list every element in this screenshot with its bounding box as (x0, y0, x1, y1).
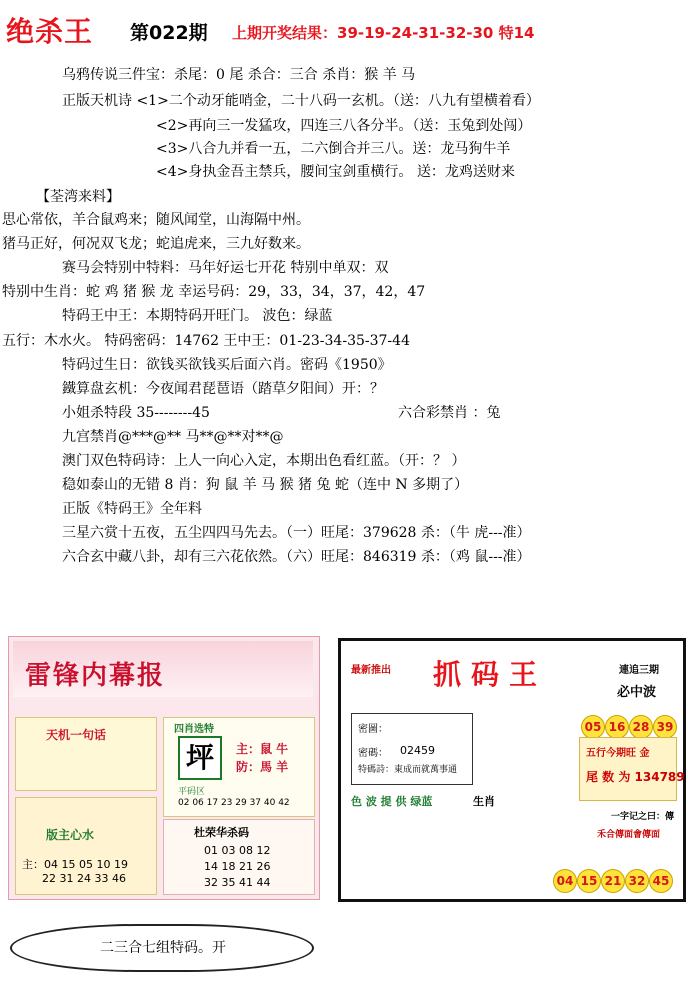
issue-number: 第022期 (130, 22, 208, 44)
text-line: 小姐杀特段 35--------45 (62, 405, 210, 421)
streak-label: 連追三期 (619, 665, 659, 676)
number-ball: 28 (629, 715, 653, 739)
box-title: 版主心水 (46, 828, 95, 842)
kill-row: 14 18 21 26 (204, 860, 271, 873)
number-ball: 15 (577, 869, 601, 893)
text-line: 澳门双色特码诗：上人一向心入定，本期出色看红蓝。（开：？ ） (62, 453, 466, 469)
box-title: 四肖选特 (174, 724, 214, 735)
poster-right (338, 638, 686, 902)
text-line: 六合彩禁肖 ：兔 (398, 405, 501, 421)
box-four-zodiac (163, 717, 315, 817)
text-line: 思心常依，羊合鼠鸡来；随风闻堂，山海隔中州。 (2, 212, 310, 228)
zodiac-label: 生肖 (473, 795, 495, 808)
main-row: 主：04 15 05 10 19 (22, 858, 128, 871)
poster-tag: 最新推出 (351, 665, 391, 676)
text-line: <4>身执金吾主禁兵，腰间宝剑重横行。 送：龙鸡送财来 (156, 164, 515, 180)
text-line: 赛马会特别中特料：马年好运七开花 特别中单双：双 (62, 260, 389, 276)
box-title: 杜荣华杀码 (194, 826, 249, 839)
text-line: 特别中生肖：蛇 鸡 猪 猴 龙 幸运号码：29，33，34，37，42，47 (2, 284, 426, 300)
tail-number-line: 尾 数 为 134789 (586, 770, 685, 784)
box-kill-numbers (163, 819, 315, 895)
text-line: 特码过生日：欲钱买欲钱买后面六肖。密码《1950》 (62, 357, 392, 373)
color-wave-line: 色 波 提 供 绿蓝 (351, 795, 433, 808)
box-heart (15, 797, 157, 895)
kill-row: 01 03 08 12 (204, 844, 271, 857)
box-tianji (15, 717, 157, 791)
zone-label: 平码区 (178, 787, 206, 797)
zone-numbers: 02 06 17 23 29 37 40 42 (178, 798, 290, 808)
text-line: 特码王中王：本期特码开旺门。 波色：绿蓝 (62, 308, 333, 324)
five-elements-line: 五行今期旺 金 (586, 748, 650, 759)
number-ball: 05 (581, 715, 605, 739)
text-line: 稳如泰山的无错 8 肖：狗 鼠 羊 马 猴 猪 兔 蛇（连中 N 多期了） (62, 477, 469, 493)
text-line: 正版天机诗 <1>二个动牙能哨金，二十八码一玄机。（送：八九有望横着看） (62, 93, 540, 109)
text-line: 猪马正好，何况双飞龙；蛇追虎来，三九好数来。 (2, 236, 310, 252)
number-ball: 04 (553, 869, 577, 893)
text-line: 五行：木水火。 特码密码：14762 王中王：01-23-34-35-37-44 (2, 333, 410, 349)
code-box (351, 713, 473, 785)
text-line: 六合玄中藏八卦，却有三六花依然。（六）旺尾：846319 杀：（鸡 鼠---准） (62, 549, 531, 565)
last-result: 上期开奖结果：39-19-24-31-32-30 特14 (232, 24, 535, 42)
code-value: 02459 (400, 744, 435, 757)
quote-line: 一字记之曰：傳 (611, 812, 675, 822)
poster-title: 雷锋内幕报 (25, 661, 166, 691)
number-ball: 45 (649, 869, 673, 893)
must-win-label: 必中波 (617, 685, 657, 700)
number-ball: 32 (625, 869, 649, 893)
main-label: 主：鼠 牛 (236, 742, 289, 756)
poster-left (8, 636, 320, 900)
code-label: 密碼： (358, 748, 388, 759)
quote-line-2: 禾合傳面會傳面 (597, 830, 661, 840)
cloud-text: 二三合七组特码。开 (100, 940, 226, 956)
poster-title: 抓码王 (433, 658, 548, 691)
box-title: 天机一句话 (46, 728, 107, 742)
page-title: 绝杀王 (6, 15, 94, 48)
number-ball: 39 (653, 715, 677, 739)
section-heading: 【荃湾来料】 (36, 189, 120, 205)
text-line: 乌鸦传说三件宝：杀尾：0 尾 杀合：三合 杀肖：猴 羊 马 (62, 67, 416, 83)
number-ball: 16 (605, 715, 629, 739)
poem-label: 特碼詩：東成而就萬事通 (358, 765, 458, 775)
number-ball: 21 (601, 869, 625, 893)
guard-label: 防：馬 羊 (236, 760, 289, 774)
five-elements-box (579, 737, 685, 801)
text-line: 九宫禁肖@***@** 马**@**对**@ (62, 429, 284, 445)
text-line: <3>八合九并看一五，二六倒合并三八。送：龙马狗牛羊 (156, 141, 511, 157)
text-line: 正版《特码王》全年料 (62, 501, 202, 517)
big-character: 坪 (178, 736, 222, 780)
text-line: <2>再向三一发猛攻，四连三八各分半。（送：玉兔到处闯） (156, 118, 532, 134)
text-line: 三星六赏十五夜，五尘四四马先去。（一）旺尾：379628 杀：（牛 虎---准） (62, 525, 531, 541)
text-line: 鐵算盘玄机：今夜闻君琵琶语（踏草夕阳间）开：？ (62, 381, 384, 397)
poster-banner (13, 641, 313, 697)
main-row-2: 22 31 24 33 46 (42, 872, 126, 885)
kill-row: 32 35 41 44 (204, 876, 271, 889)
map-label: 密圖： (358, 724, 388, 735)
